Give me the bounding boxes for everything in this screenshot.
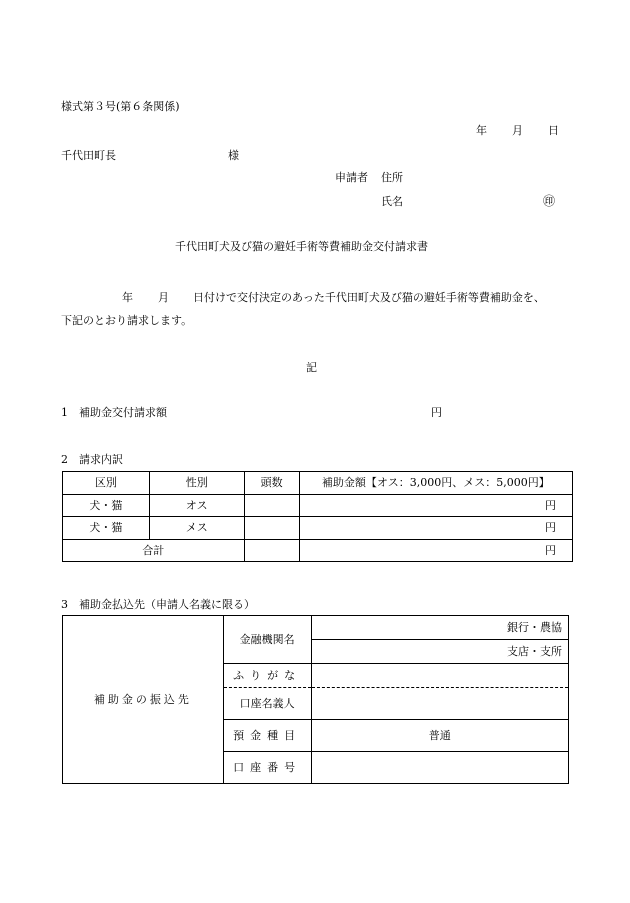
applicant-label: 申請者 bbox=[335, 171, 368, 184]
holder-field[interactable] bbox=[311, 688, 569, 720]
header-amount: 補助金額【オス：3,000円、メス：5,000円】 bbox=[299, 472, 572, 495]
row-count-field[interactable] bbox=[244, 517, 299, 540]
breakdown-header-row bbox=[63, 472, 573, 495]
header-kind: 区別 bbox=[63, 472, 150, 495]
total-amount-field[interactable]: 円 bbox=[299, 539, 572, 562]
addressee-honorific: 様 bbox=[228, 149, 239, 162]
seal-mark: ㊞ bbox=[543, 194, 556, 208]
row-sex: オス bbox=[149, 494, 244, 517]
body-line1: 日付けで交付決定のあった千代田町犬及び猫の避妊手術等費補助金を、 bbox=[193, 291, 545, 304]
branch-name-field[interactable]: 支店・支所 bbox=[311, 640, 569, 664]
body-line2: 下記のとおり請求します。 bbox=[61, 314, 193, 327]
account-number-label: 口座番号 bbox=[223, 752, 311, 784]
table-row bbox=[63, 517, 573, 540]
total-label: 合計 bbox=[63, 539, 245, 562]
transfer-side-label: 補助金の振込先 bbox=[63, 616, 224, 784]
total-count-field[interactable] bbox=[244, 539, 299, 562]
bank-name-field[interactable]: 銀行・農協 bbox=[311, 616, 569, 640]
deposit-type-label: 預金種目 bbox=[223, 720, 311, 752]
date-month: 月 bbox=[512, 124, 523, 137]
row-count-field[interactable] bbox=[244, 494, 299, 517]
row-sex: メス bbox=[149, 517, 244, 540]
section1-unit: 円 bbox=[431, 406, 442, 419]
addressee-name: 千代田町長 bbox=[61, 149, 116, 162]
row-amount-field[interactable]: 円 bbox=[299, 517, 572, 540]
holder-label: 口座名義人 bbox=[223, 688, 311, 720]
transfer-table bbox=[62, 615, 569, 784]
date-day: 日 bbox=[548, 124, 559, 137]
header-sex: 性別 bbox=[149, 472, 244, 495]
furigana-label: ふりがな bbox=[223, 664, 311, 688]
section2-label: 2 請求内訳 bbox=[61, 453, 123, 466]
applicant-address-label: 住所 bbox=[381, 171, 403, 184]
ki-label: 記 bbox=[306, 361, 317, 374]
document-title: 千代田町犬及び猫の避妊手術等費補助金交付請求書 bbox=[175, 240, 428, 253]
table-row bbox=[63, 494, 573, 517]
form-label: 様式第３号(第６条関係) bbox=[61, 100, 180, 113]
row-amount-field[interactable]: 円 bbox=[299, 494, 572, 517]
bank-label: 金融機関名 bbox=[223, 616, 311, 664]
header-count: 頭数 bbox=[244, 472, 299, 495]
deposit-type-field[interactable]: 普通 bbox=[311, 720, 569, 752]
date-year: 年 bbox=[476, 124, 487, 137]
applicant-name-label: 氏名 bbox=[381, 195, 403, 208]
body-year: 年 bbox=[122, 291, 133, 304]
row-kind: 犬・猫 bbox=[63, 517, 150, 540]
account-number-field[interactable] bbox=[311, 752, 569, 784]
section3-label: 3 補助金払込先（申請人名義に限る） bbox=[61, 598, 255, 611]
furigana-field[interactable] bbox=[311, 664, 569, 688]
breakdown-table bbox=[62, 471, 573, 562]
section1-label: 1 補助金交付請求額 bbox=[61, 406, 167, 419]
total-row bbox=[63, 539, 573, 562]
body-month: 月 bbox=[158, 291, 169, 304]
row-kind: 犬・猫 bbox=[63, 494, 150, 517]
